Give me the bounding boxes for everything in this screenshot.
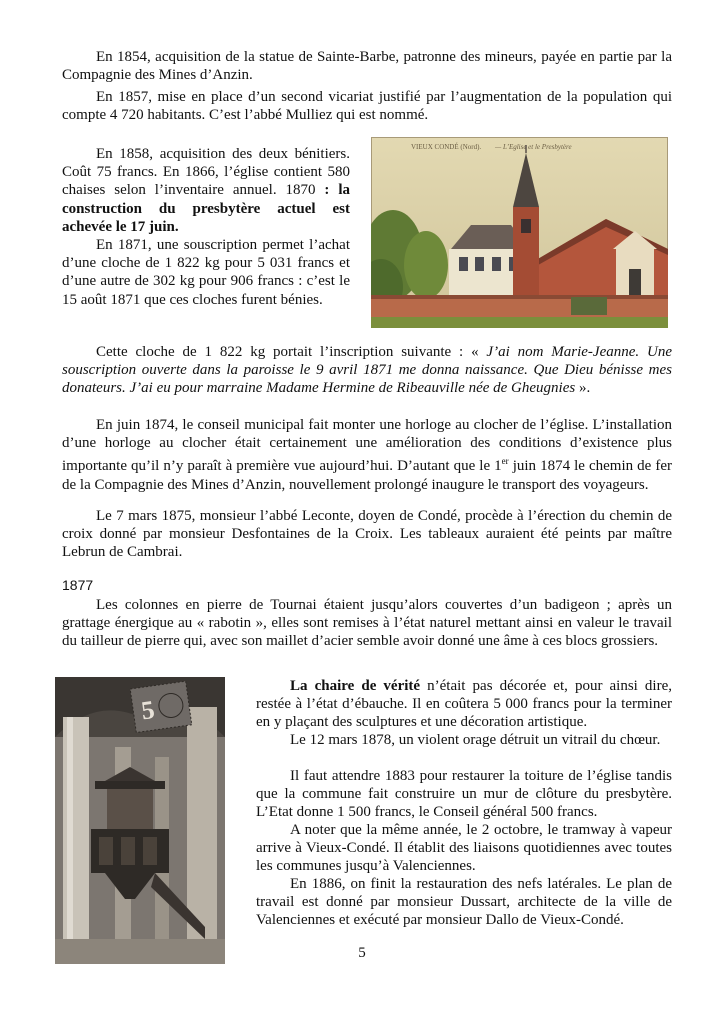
- pulpit-panel: [99, 837, 113, 865]
- pulpit-panel: [143, 837, 157, 865]
- paragraph-text: Le 7 mars 1875, monsieur l’abbé Leconte, doyen de Condé, procède à l’érection du chemin de croix donné par monsieur Desfontaines de la Croix. Les tableaux auraient été peints par maître Lebrun de Cambrai.: [62, 508, 672, 561]
- paragraph-chaire: [256, 677, 672, 732]
- paragraph-1877: [62, 596, 672, 651]
- bell-inscription: J’ai nom Marie-Jeanne. Une souscription ouverte dans la paroisse le 9 avril 1871 me donna naissance. Que Dieu bénisse mes donateurs. J’ai eu pour marraine Madame Hermine de Ribeauville née de Gheugnies: [62, 344, 672, 397]
- paragraph-tramway: [256, 821, 672, 876]
- paragraph-1874: [62, 416, 672, 494]
- presbytery-window: [475, 257, 484, 271]
- stamp-value: 5: [139, 694, 157, 726]
- paragraph-text: Le 12 mars 1878, un violent orage détruit un vitrail du chœur.: [290, 732, 661, 748]
- paragraph-text: En 1857, mise en place d’un second vicariat justifié par l’augmentation de la population qui compte 4 720 habitants. C’est l’abbé Mulliez qui est nommé.: [62, 89, 672, 124]
- stone-column-left: [63, 717, 89, 964]
- paragraph-text: En 1871, une souscription permet l’achat d’une cloche de 1 822 kg pour 5 031 francs et d’une autre de 302 kg pour 906 francs : c’est le 15 août 1871 que ces cloches furent bénies.: [62, 237, 350, 308]
- paragraph-1875: [62, 507, 672, 562]
- wall-coping: [371, 295, 668, 299]
- paragraph-1858: [62, 145, 350, 236]
- paragraph-1854: [62, 48, 672, 84]
- tree-left-2: [404, 231, 448, 299]
- column-highlight: [67, 717, 73, 964]
- kiosk: [571, 297, 607, 315]
- paragraph-text: Les colonnes en pierre de Tournai étaient jusqu’alors couvertes d’un badigeon ; après un grattage énergique au « rabotin », elles sont remises à l’état naturel mettant ainsi en valeur le travail du tailleur de pierre qui, avec son maillet d’acier semble avoir donné une âme à ces blocs grossiers.: [62, 597, 672, 650]
- pulpit-backboard: [107, 789, 153, 829]
- presbytery-window: [492, 257, 501, 271]
- tower-window: [521, 219, 531, 233]
- paragraph-1857: [62, 88, 672, 124]
- paragraph-text: ».: [575, 380, 591, 397]
- pulpit-image: [55, 677, 225, 964]
- paragraph-1883: [256, 767, 672, 822]
- presbytere-highlight: : la construction du presbytère actuel est achevée le 17 juin.: [62, 182, 350, 235]
- chaire-title: La chaire de vérité: [290, 678, 421, 694]
- paragraph-text: En 1858, acquisition des deux bénitiers. Coût 75 francs. En 1866, l’église contient 580 chaises selon l’inventaire annuel. 1870: [62, 146, 350, 199]
- paragraph-text: En juin 1874, le conseil municipal fait monter une horloge au clocher de l’église. L’installation d’une horloge au clocher était certainement une amélioration des conditions d’existence plus importante qu’il n’y paraît à première vue aujourd’hui. D’autant que le 1: [62, 417, 672, 475]
- year-heading: 1877: [62, 577, 94, 593]
- postage-stamp: [130, 681, 192, 732]
- postcard-caption-title: — L’Eglise et le Presbytère: [495, 143, 572, 151]
- paragraph-1886: [256, 875, 672, 930]
- paragraph-text: En 1854, acquisition de la statue de Sainte-Barbe, patronne des mineurs, payée en partie par la Compagnie des Mines d’Anzin.: [62, 49, 672, 84]
- pulpit-panel: [121, 837, 135, 865]
- paragraph-text: En 1886, on finit la restauration des nefs latérales. Le plan de travail est donné par monsieur Dussart, architecte de la ville de Valenciennes et exécuté par monsieur Dallo de Vieux-Condé.: [256, 876, 672, 929]
- page-number: 5: [358, 945, 366, 961]
- pulpit-canopy: [95, 781, 165, 789]
- church-door: [629, 269, 641, 297]
- paragraph-text: juin 1874 le chemin de fer de la Compagnie des Mines d’Anzin, nouvellement prolongé inaugure le transport des voyageurs.: [62, 458, 672, 493]
- pulpit-photo: [55, 677, 225, 964]
- paragraph-text: Il faut attendre 1883 pour restaurer la toiture de l’église tandis que la commune fait construire un mur de clôture du presbytère. L’Etat donne 1 500 francs, le Conseil général 500 francs.: [256, 768, 672, 821]
- presbytery-window: [459, 257, 468, 271]
- paragraph-text: Cette cloche de 1 822 kg portait l’inscription suivante : «: [96, 344, 487, 360]
- postcard-caption-place: VIEUX CONDÉ (Nord).: [411, 143, 482, 151]
- church-postcard-photo: [371, 137, 668, 328]
- paragraph-text: n’était pas décorée et, pour ainsi dire, restée à l’état d’ébauche. Il en coûtera 5 000 francs pour la terminer en y plaçant des sculptures et une décoration artistique.: [256, 678, 672, 731]
- paragraph-1878: [256, 731, 672, 749]
- grass-strip: [371, 317, 668, 328]
- paragraph-1871: [62, 236, 350, 309]
- ordinal-superscript: er: [501, 456, 509, 467]
- church-floor: [55, 939, 225, 964]
- paragraph-text: A noter que la même année, le 2 octobre, le tramway à vapeur arrive à Vieux-Condé. Il établit des liaisons quotidiennes avec toutes les communes jusqu’à Valenciennes.: [256, 822, 672, 875]
- church-postcard-image: [371, 137, 668, 328]
- paragraph-inscription: [62, 343, 672, 398]
